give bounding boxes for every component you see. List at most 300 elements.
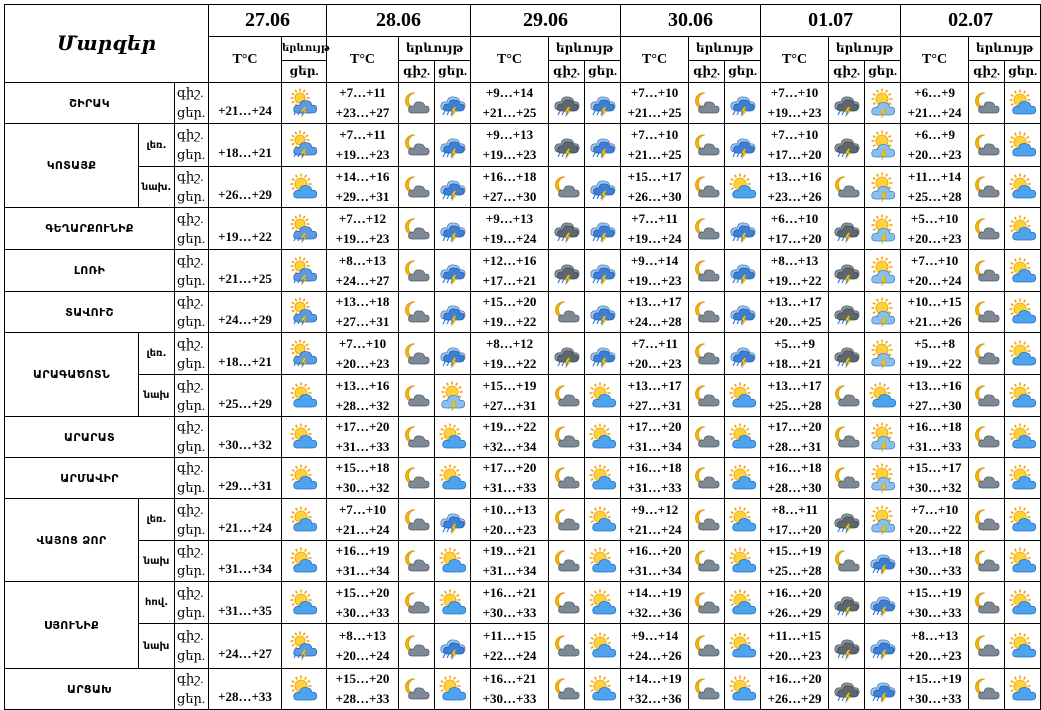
weather-cell bbox=[1005, 624, 1041, 669]
moon-cloud-icon bbox=[693, 341, 721, 367]
period-labels bbox=[175, 250, 209, 292]
weather-cell bbox=[549, 541, 585, 582]
temp-night: +9…+14 bbox=[630, 628, 679, 643]
weather-cell bbox=[282, 208, 327, 250]
weather-cell bbox=[399, 458, 435, 499]
temp-night: +16…+18 bbox=[627, 460, 682, 475]
weather-header: երևույթ bbox=[549, 37, 621, 61]
moon-cloud-icon bbox=[973, 465, 1001, 491]
sun-cloud-icon bbox=[589, 633, 617, 659]
table-body bbox=[5, 83, 1041, 710]
night-header: գիշ. bbox=[549, 61, 585, 83]
temp-night: +17…+20 bbox=[767, 419, 822, 434]
temp-night: +16…+21 bbox=[482, 671, 537, 686]
region-name: ԼՈՌԻ bbox=[5, 250, 175, 292]
moon-cloud-icon bbox=[403, 174, 431, 200]
table-row bbox=[5, 83, 1041, 124]
temp-night: +16…+20 bbox=[767, 671, 822, 686]
night-label: գիշ. bbox=[177, 671, 204, 686]
temp-night: +9…+13 bbox=[485, 210, 534, 226]
temp-day: +18…+21 bbox=[767, 355, 822, 371]
dark-cloud-thunder-icon bbox=[833, 132, 861, 158]
period-labels bbox=[175, 669, 209, 710]
table-row bbox=[5, 582, 1041, 624]
temp-day: +25…+28 bbox=[767, 563, 822, 578]
moon-cloud-icon bbox=[553, 465, 581, 491]
weather-cell bbox=[689, 582, 725, 624]
temp-night: +15…+19 bbox=[907, 584, 962, 600]
weather-cell bbox=[282, 669, 327, 710]
weather-cell bbox=[829, 458, 865, 499]
temp-range bbox=[621, 292, 689, 333]
temp-night: +11…+15 bbox=[482, 628, 537, 643]
temp-night: +11…+15 bbox=[768, 628, 822, 643]
table-row bbox=[5, 124, 1041, 167]
temp-day: +30…+33 bbox=[482, 604, 537, 620]
subregion-name: լեռ. bbox=[139, 333, 175, 375]
temp-day: +29…+31 bbox=[335, 189, 390, 204]
weather-cell bbox=[969, 83, 1005, 124]
temp-night: +14…+19 bbox=[627, 584, 682, 600]
weather-cell bbox=[399, 124, 435, 167]
temp-day: +20…+23 bbox=[627, 355, 682, 371]
sun-cloud-icon bbox=[589, 424, 617, 450]
temp-night: +15…+20 bbox=[482, 294, 537, 309]
weather-cell bbox=[585, 669, 621, 710]
weather-cell bbox=[585, 124, 621, 167]
weather-cell bbox=[435, 292, 471, 333]
moon-cloud-icon bbox=[403, 590, 431, 616]
temp-day: +19…+22 bbox=[482, 314, 537, 329]
weather-cell bbox=[549, 499, 585, 541]
temp-night: +7…+10 bbox=[910, 501, 959, 517]
temp-day: +21…+24 bbox=[627, 521, 682, 537]
night-label: գիշ. bbox=[177, 85, 204, 100]
sun-cloud-thunder-icon bbox=[869, 341, 897, 367]
temp-day: +19…+22 bbox=[907, 355, 962, 371]
period-labels bbox=[175, 83, 209, 124]
night-header: գիշ. bbox=[969, 61, 1005, 83]
temp-range bbox=[327, 333, 399, 375]
weather-cell bbox=[585, 499, 621, 541]
weather-cell bbox=[865, 208, 901, 250]
temp-range bbox=[327, 499, 399, 541]
weather-cell bbox=[549, 83, 585, 124]
temp-day: +19…+24 bbox=[482, 230, 537, 246]
cloud-thunder-rain-icon bbox=[439, 633, 467, 659]
night-label: գիշ. bbox=[177, 460, 204, 475]
moon-cloud-icon bbox=[693, 590, 721, 616]
temp-night: +16…+20 bbox=[767, 584, 822, 600]
weather-cell bbox=[399, 250, 435, 292]
temp-header: T°C bbox=[209, 37, 282, 83]
temp-day: +30…+33 bbox=[907, 563, 962, 578]
temp-night: +7…+12 bbox=[338, 210, 387, 226]
weather-cell bbox=[585, 582, 621, 624]
dark-cloud-thunder-icon bbox=[833, 299, 861, 325]
day-label: ցեր. bbox=[177, 272, 206, 288]
temp-day: +19…+24 bbox=[627, 230, 682, 246]
cloud-thunder-rain-icon bbox=[869, 633, 897, 659]
temp-night: +8…+13 bbox=[770, 252, 819, 268]
weather-cell bbox=[399, 582, 435, 624]
weather-cell bbox=[689, 167, 725, 208]
temp-range bbox=[621, 417, 689, 458]
day-header: ցեր. bbox=[725, 61, 761, 83]
temp-day: +17…+21 bbox=[482, 272, 537, 288]
weather-cell bbox=[282, 292, 327, 333]
temp-day-0: +21…+24 bbox=[209, 83, 282, 124]
temp-night: +7…+11 bbox=[631, 335, 678, 351]
sun-cloud-icon bbox=[729, 465, 757, 491]
temp-day: +32…+36 bbox=[627, 604, 682, 620]
weather-cell bbox=[585, 541, 621, 582]
day-label: ցեր. bbox=[177, 648, 206, 663]
temp-night: +15…+17 bbox=[627, 169, 682, 184]
temp-night: +17…+20 bbox=[335, 419, 390, 434]
table-row bbox=[5, 208, 1041, 250]
sun-cloud-thunder-rain-icon bbox=[290, 216, 318, 242]
sun-cloud-icon bbox=[1009, 383, 1037, 409]
weather-cell bbox=[865, 458, 901, 499]
moon-cloud-icon bbox=[973, 216, 1001, 242]
temp-range bbox=[621, 499, 689, 541]
temp-day: +21…+24 bbox=[335, 521, 390, 537]
subregion-name: նախ bbox=[139, 624, 175, 669]
sun-cloud-icon bbox=[290, 465, 318, 491]
temp-day: +30…+33 bbox=[335, 604, 390, 620]
weather-cell bbox=[1005, 333, 1041, 375]
temp-range bbox=[901, 624, 969, 669]
cloud-thunder-rain-icon bbox=[869, 590, 897, 616]
weather-cell bbox=[865, 250, 901, 292]
sun-cloud-icon bbox=[1009, 507, 1037, 533]
period-labels bbox=[175, 458, 209, 499]
sun-cloud-icon bbox=[729, 676, 757, 702]
cloud-thunder-rain-icon bbox=[439, 299, 467, 325]
weather-cell bbox=[282, 417, 327, 458]
temp-range bbox=[901, 499, 969, 541]
temp-night: +15…+20 bbox=[335, 584, 390, 600]
cloud-thunder-rain-icon bbox=[589, 299, 617, 325]
moon-cloud-icon bbox=[553, 676, 581, 702]
sun-cloud-thunder-rain-icon bbox=[290, 299, 318, 325]
weather-cell bbox=[282, 333, 327, 375]
subregion-name: նախ bbox=[139, 375, 175, 417]
temp-day-0: +18…+21 bbox=[209, 333, 282, 375]
weather-cell bbox=[282, 499, 327, 541]
temp-day: +27…+31 bbox=[335, 314, 390, 329]
temp-night: +16…+19 bbox=[335, 543, 390, 558]
weather-cell bbox=[399, 333, 435, 375]
sun-cloud-icon bbox=[1009, 424, 1037, 450]
moon-cloud-icon bbox=[833, 424, 861, 450]
sun-cloud-thunder-icon bbox=[869, 507, 897, 533]
moon-cloud-icon bbox=[693, 424, 721, 450]
temp-range bbox=[471, 333, 549, 375]
moon-cloud-icon bbox=[403, 548, 431, 574]
temp-night: +13…+17 bbox=[767, 377, 822, 393]
temp-range bbox=[471, 250, 549, 292]
temp-day: +28…+32 bbox=[335, 397, 390, 413]
temp-day: +23…+27 bbox=[335, 105, 390, 120]
weather-cell bbox=[435, 124, 471, 167]
night-header: գիշ. bbox=[829, 61, 865, 83]
night-label: գիշ. bbox=[177, 543, 204, 558]
temp-range bbox=[901, 375, 969, 417]
sun-cloud-icon bbox=[869, 383, 897, 409]
weather-cell bbox=[725, 208, 761, 250]
dark-cloud-thunder-icon bbox=[833, 676, 861, 702]
cloud-thunder-rain-icon bbox=[729, 258, 757, 284]
temp-night: +13…+17 bbox=[767, 294, 822, 309]
table-row bbox=[5, 669, 1041, 710]
night-label: գիշ. bbox=[177, 294, 204, 309]
date-header-5: 02.07 bbox=[901, 5, 1041, 37]
sun-cloud-icon bbox=[1009, 676, 1037, 702]
sun-cloud-thunder-icon bbox=[869, 132, 897, 158]
sun-cloud-thunder-icon bbox=[439, 383, 467, 409]
table-row bbox=[5, 417, 1041, 458]
temp-range bbox=[761, 624, 829, 669]
temp-night: +9…+12 bbox=[630, 501, 679, 517]
temp-range bbox=[471, 292, 549, 333]
period-labels bbox=[175, 499, 209, 541]
sun-cloud-thunder-icon bbox=[869, 174, 897, 200]
subregion-name: լեռ. bbox=[139, 124, 175, 167]
moon-cloud-icon bbox=[973, 174, 1001, 200]
cloud-thunder-rain-icon bbox=[439, 132, 467, 158]
temp-range bbox=[901, 333, 969, 375]
weather-cell bbox=[865, 375, 901, 417]
temp-day-0: +31…+34 bbox=[209, 541, 282, 582]
temp-night: +10…+15 bbox=[907, 294, 962, 309]
dark-cloud-thunder-icon bbox=[553, 90, 581, 116]
weather-cell bbox=[725, 499, 761, 541]
temp-range bbox=[761, 333, 829, 375]
sun-cloud-thunder-icon bbox=[869, 465, 897, 491]
temp-night: +15…+19 bbox=[907, 671, 962, 686]
temp-night: +16…+18 bbox=[482, 169, 537, 184]
temp-night: +5…+10 bbox=[910, 210, 959, 226]
weather-header: երևույթ bbox=[829, 37, 901, 61]
sun-cloud-icon bbox=[729, 424, 757, 450]
day-label: ցեր. bbox=[177, 397, 206, 413]
weather-cell bbox=[689, 292, 725, 333]
temp-night: +15…+18 bbox=[335, 460, 390, 475]
temp-range bbox=[901, 208, 969, 250]
moon-cloud-icon bbox=[403, 90, 431, 116]
temp-night: +6…+10 bbox=[770, 210, 819, 226]
dark-cloud-thunder-icon bbox=[553, 216, 581, 242]
date-header-0: 27.06 bbox=[209, 5, 327, 37]
region-name: ԱՐՄԱՎԻՐ bbox=[5, 458, 175, 499]
weather-cell bbox=[865, 624, 901, 669]
region-name: ՇԻՐԱԿ bbox=[5, 83, 175, 124]
weather-cell bbox=[435, 499, 471, 541]
temp-night: +9…+13 bbox=[485, 127, 534, 142]
night-label: գիշ. bbox=[177, 335, 204, 351]
temp-night: +19…+21 bbox=[482, 543, 537, 558]
weather-cell bbox=[585, 83, 621, 124]
temp-range bbox=[901, 167, 969, 208]
temp-night: +16…+18 bbox=[767, 460, 822, 475]
temp-range bbox=[471, 375, 549, 417]
temp-day: +20…+25 bbox=[767, 314, 822, 329]
moon-cloud-icon bbox=[403, 341, 431, 367]
temp-day: +20…+24 bbox=[907, 272, 962, 288]
weather-cell bbox=[549, 124, 585, 167]
region-name: ԿՈՏԱՅՔ bbox=[5, 124, 139, 208]
temp-day-0: +21…+24 bbox=[209, 499, 282, 541]
temp-range bbox=[621, 541, 689, 582]
moon-cloud-icon bbox=[553, 299, 581, 325]
day-header: ցեր. bbox=[585, 61, 621, 83]
weather-cell bbox=[399, 669, 435, 710]
day-header: ցեր. bbox=[435, 61, 471, 83]
moon-cloud-icon bbox=[693, 90, 721, 116]
weather-cell bbox=[865, 541, 901, 582]
weather-cell bbox=[1005, 417, 1041, 458]
weather-cell bbox=[829, 417, 865, 458]
sun-cloud-icon bbox=[589, 465, 617, 491]
temp-night: +13…+16 bbox=[767, 169, 822, 184]
temp-range bbox=[471, 582, 549, 624]
night-header: գիշ. bbox=[689, 61, 725, 83]
weather-cell bbox=[829, 167, 865, 208]
temp-night: +15…+20 bbox=[335, 671, 390, 686]
weather-cell bbox=[865, 499, 901, 541]
temp-day-0: +19…+22 bbox=[209, 208, 282, 250]
weather-cell bbox=[829, 624, 865, 669]
day-header: ցեր. bbox=[282, 61, 327, 83]
temp-night: +9…+14 bbox=[485, 85, 534, 100]
temp-day: +28…+30 bbox=[767, 480, 822, 495]
weather-cell bbox=[689, 208, 725, 250]
weather-cell bbox=[969, 541, 1005, 582]
weather-cell bbox=[435, 167, 471, 208]
moon-cloud-icon bbox=[693, 174, 721, 200]
sun-cloud-thunder-icon bbox=[869, 258, 897, 284]
sun-cloud-thunder-rain-icon bbox=[290, 132, 318, 158]
regions-header: Մարզեր bbox=[5, 5, 209, 83]
moon-cloud-icon bbox=[973, 299, 1001, 325]
temp-night: +6…+9 bbox=[914, 85, 955, 100]
weather-cell bbox=[585, 458, 621, 499]
sun-cloud-icon bbox=[1009, 174, 1037, 200]
temp-day: +25…+28 bbox=[907, 189, 962, 204]
weather-cell bbox=[829, 375, 865, 417]
temp-night: +7…+10 bbox=[338, 501, 387, 517]
temp-day: +26…+29 bbox=[767, 691, 822, 706]
weather-cell bbox=[1005, 541, 1041, 582]
weather-cell bbox=[969, 333, 1005, 375]
weather-cell bbox=[435, 208, 471, 250]
table-row bbox=[5, 375, 1041, 417]
moon-cloud-icon bbox=[973, 258, 1001, 284]
temp-day: +19…+22 bbox=[482, 355, 537, 371]
table-row bbox=[5, 250, 1041, 292]
temp-range bbox=[471, 499, 549, 541]
date-header-3: 30.06 bbox=[621, 5, 761, 37]
cloud-thunder-rain-icon bbox=[729, 216, 757, 242]
cloud-thunder-rain-icon bbox=[439, 216, 467, 242]
table-row bbox=[5, 541, 1041, 582]
day-label: ցեր. bbox=[177, 439, 206, 454]
weather-cell bbox=[435, 375, 471, 417]
dark-cloud-thunder-icon bbox=[553, 258, 581, 284]
day-label: ցեր. bbox=[177, 480, 206, 495]
weather-cell bbox=[549, 208, 585, 250]
sun-cloud-icon bbox=[439, 676, 467, 702]
temp-day: +19…+23 bbox=[335, 147, 390, 162]
temp-range bbox=[327, 417, 399, 458]
temp-night: +7…+11 bbox=[339, 85, 386, 100]
sun-cloud-icon bbox=[1009, 216, 1037, 242]
subregion-name: լեռ. bbox=[139, 499, 175, 541]
moon-cloud-icon bbox=[693, 132, 721, 158]
temp-range bbox=[761, 541, 829, 582]
weather-cell bbox=[1005, 83, 1041, 124]
moon-cloud-icon bbox=[833, 465, 861, 491]
temp-day: +25…+28 bbox=[767, 397, 822, 413]
temp-range bbox=[761, 417, 829, 458]
temp-range bbox=[901, 250, 969, 292]
temp-night: +15…+17 bbox=[907, 460, 962, 475]
temp-day: +30…+32 bbox=[907, 480, 962, 495]
date-header-4: 01.07 bbox=[761, 5, 901, 37]
table-row bbox=[5, 167, 1041, 208]
night-label: գիշ. bbox=[177, 252, 204, 268]
temp-day: +32…+36 bbox=[627, 691, 682, 706]
weather-cell bbox=[689, 458, 725, 499]
day-label: ցեր. bbox=[177, 189, 206, 204]
night-label: գիշ. bbox=[177, 377, 204, 393]
period-labels bbox=[175, 167, 209, 208]
day-label: ցեր. bbox=[177, 521, 206, 537]
cloud-thunder-rain-icon bbox=[729, 341, 757, 367]
temp-range bbox=[621, 458, 689, 499]
temp-night: +5…+9 bbox=[774, 335, 815, 351]
region-name: ԳԵՂԱՐՔՈՒՆԻՔ bbox=[5, 208, 175, 250]
temp-header: T°C bbox=[471, 37, 549, 83]
weather-cell bbox=[549, 333, 585, 375]
temp-range bbox=[327, 83, 399, 124]
temp-range bbox=[621, 124, 689, 167]
sun-cloud-thunder-icon bbox=[869, 90, 897, 116]
weather-cell bbox=[829, 83, 865, 124]
weather-cell bbox=[585, 624, 621, 669]
weather-cell bbox=[585, 292, 621, 333]
sun-cloud-icon bbox=[439, 548, 467, 574]
weather-cell bbox=[1005, 458, 1041, 499]
sun-cloud-icon bbox=[729, 507, 757, 533]
temp-day: +21…+25 bbox=[482, 105, 537, 120]
moon-cloud-icon bbox=[553, 383, 581, 409]
subregion-name: հով. bbox=[139, 582, 175, 624]
cloud-thunder-rain-icon bbox=[729, 299, 757, 325]
temp-range bbox=[471, 541, 549, 582]
table-row bbox=[5, 458, 1041, 499]
temp-range bbox=[901, 124, 969, 167]
temp-range bbox=[327, 208, 399, 250]
region-name: ՍՅՈՒՆԻՔ bbox=[5, 582, 139, 669]
weather-cell bbox=[282, 582, 327, 624]
weather-cell bbox=[969, 167, 1005, 208]
temp-day: +21…+25 bbox=[627, 105, 682, 120]
moon-cloud-icon bbox=[403, 465, 431, 491]
weather-cell bbox=[1005, 499, 1041, 541]
